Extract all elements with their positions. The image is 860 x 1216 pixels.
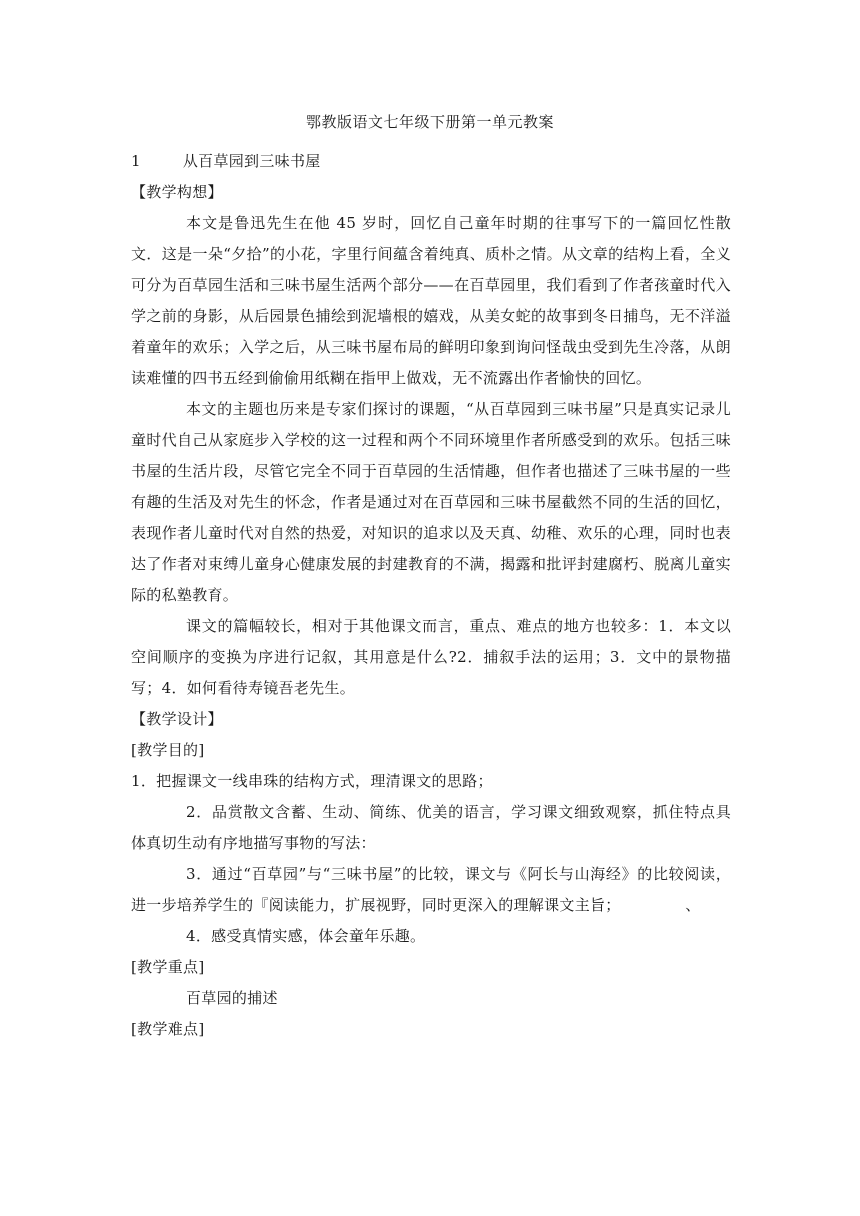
objective-item: 4．感受真情实感，体会童年乐趣。: [186, 927, 426, 945]
design-heading: 【教学设计】: [131, 710, 223, 728]
concept-paragraph: 本文是鲁迅先生在他 45 岁时，回忆自己童年时期的往事写下的一篇回忆性散文．这是一朵“夕拾”的小花，字里行间蕴含着纯真、质朴之情。从文章的结构上看，全义可分为百草园生活和三味书屋生活两个部分——在百草园里，我们看到了作者孩童时代入学之前的身影，从后园景色捕绘到泥墙根的嬉戏，从美女蛇的故事到冬日捕鸟，无不洋溢着童年的欢乐；入学之后，从三味书屋布局的鲜明印象到询问怪哉虫受到先生冷落，从朗读难懂的四书五经到偷偷用纸糊在指甲上做戏，无不流露出作者愉快的回忆。: [131, 214, 731, 387]
lesson-number: 1: [131, 152, 141, 170]
objective-item: [131, 859, 731, 921]
lesson-name: 从百草园到三味书屋: [182, 152, 321, 170]
objective-item: 2．品赏散文含蓄、生动、简练、优美的语言，学习课文细致观察，抓住特点具体真切生动有序地描写事物的写法：: [131, 803, 731, 852]
key-point-text: 百草园的捕述: [186, 989, 278, 1007]
objective-item-tail: 、: [685, 896, 701, 914]
key-point-heading: [教学重点]: [131, 958, 205, 976]
difficulty-heading: [教学难点]: [131, 1020, 205, 1038]
document-body: [131, 146, 731, 1045]
objectives-heading: [教学目的]: [131, 741, 205, 759]
concept-heading: 【教学构想】: [131, 183, 223, 201]
concept-paragraph: 本文的主题也历来是专家们探讨的课题，“从百草园到三味书屋”只是真实记录儿童时代自己从家庭步入学校的这一过程和两个不同环境里作者所感受到的欢乐。包括三味书屋的生活片段，尽管它完全不同于百草园的生活情趣，但作者也描述了三味书屋的一些有趣的生活及对先生的怀念，作者是通过对在百草园和三味书屋截然不同的生活的回忆，表现作者儿童时代对自然的热爱，对知识的追求以及天真、幼稚、欢乐的心理，同时也表达了作者对束缚儿童身心健康发展的封建教育的不满，揭露和批评封建腐朽、脱离儿童实际的私塾教育。: [131, 400, 731, 604]
objective-item: 1．把握课文一线串珠的结构方式，理清课文的思路；: [131, 772, 493, 790]
lesson-heading: [131, 146, 731, 177]
objective-item-text: 3．通过“百草园”与“三味书屋”的比较，课文与《阿长与山海经》的比较阅读，进一步培养学生的『阅读能力，扩展视野，同时更深入的理解课文主旨；: [131, 865, 731, 914]
document-title: 鄂教版语文七年级下册第一单元教案: [305, 113, 554, 131]
concept-paragraph: 课文的篇幅较长，相对于其他课文而言，重点、难点的地方也较多：1．本文以空间顺序的变换为序进行记叙，其用意是什么?2．捕叙手法的运用；3．文中的景物描写；4．如何看待寿镜吾老先生。: [131, 617, 731, 697]
